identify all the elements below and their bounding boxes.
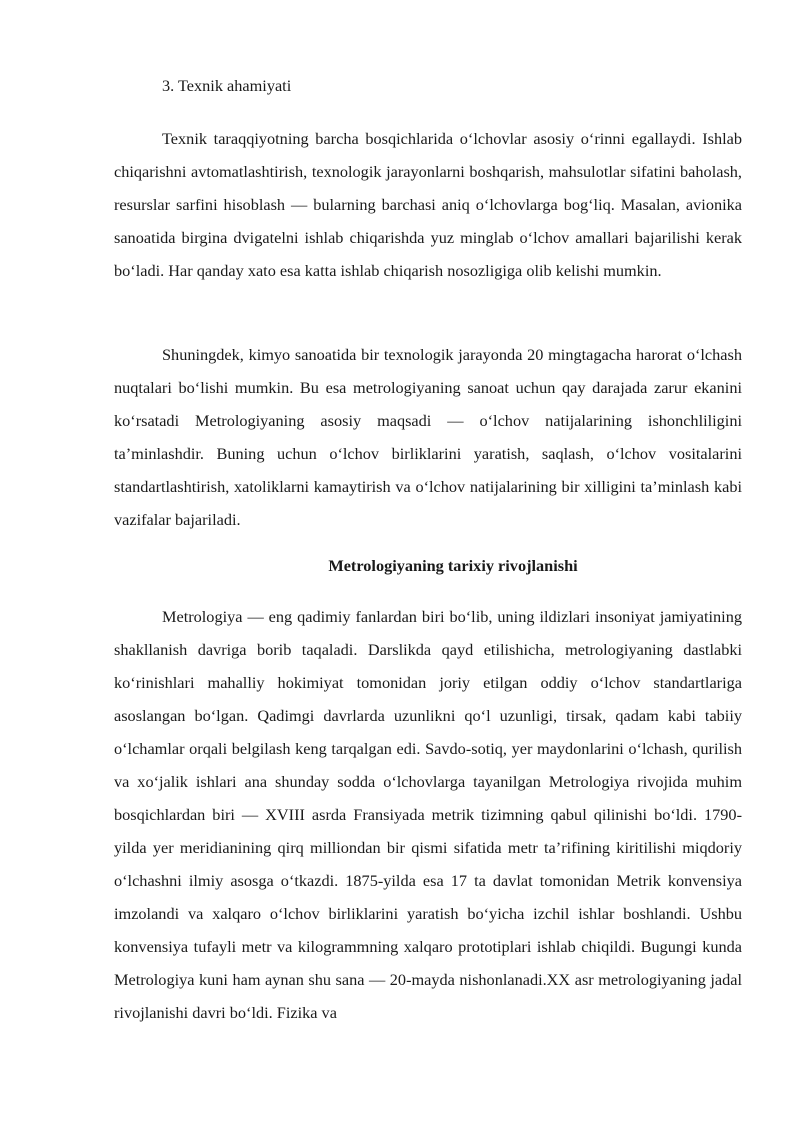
subheading: 3. Texnik ahamiyati [162,76,292,95]
section-title [114,556,742,576]
paragraph-metrology-goal: Shuningdek, kimyo sanoatida bir texnologik jarayonda 20 mingtagacha harorat o‘lchash nuqtalari bo‘lishi mumkin. Bu esa metrologiyaning sanoat uchun qay darajada zarur ekanini ko‘rsatadi Metrologiyaning asosiy maqsadi — o‘lchov natijalarining ishonchliligini ta’minlashdir. Buning uchun o‘lchov birliklarini yaratish, saqlash, o‘lchov vositalarini standartlashtirish, xatoliklarni kamaytirish va o‘lchov natijalarining bir xilligini ta’minlash kabi vazifalar bajariladi. [114,345,742,529]
paragraph-technical-importance: Texnik taraqqiyotning barcha bosqichlarida o‘lchovlar asosiy o‘rinni egallaydi. Ishlab chiqarishni avtomatlashtirish, texnologik jarayonlarni boshqarish, mahsulotlar sifatini baholash, resurslar sarfini hisoblash — bularning barchasi aniq o‘lchovlarga bog‘liq. Masalan, avionika sanoatida birgina dvigatelni ishlab chiqarishda yuz minglab o‘lchov amallari bajarilishi kerak bo‘ladi. Har qanday xato esa katta ishlab chiqarish nosozligiga olib kelishi mumkin. [114,129,742,280]
section-title-text: Metrologiyaning tarixiy rivojlanishi [328,556,578,575]
paragraph-history: Metrologiya — eng qadimiy fanlardan biri bo‘lib, uning ildizlari insoniyat jamiyatining shakllanish davriga borib taqaladi. Darslikda qayd etilishicha, metrologiyaning dastlabki ko‘rinishlari mahalliy hokimiyat tomonidan joriy etilgan oddiy o‘lchov standartlariga asoslangan bo‘lgan. Qadimgi davrlarda uzunlikni qo‘l uzunligi, tirsak, qadam kabi tabiiy o‘lchamlar orqali belgilash keng tarqalgan edi. Savdo-sotiq, yer maydonlarini o‘lchash, qurilish va xo‘jalik ishlari ana shunday sodda o‘lchovlarga tayanilgan Metrologiya rivojida muhim bosqichlardan biri — XVIII asrda Fransiyada metrik tizimning qabul qilinishi bo‘ldi. 1790-yilda yer meridianining qirq milliondan bir qismi sifatida metr ta’rifining kiritilishi miqdoriy o‘lchashni ilmiy asosga o‘tkazdi. 1875-yilda esa 17 ta davlat tomonidan Metrik konvensiya imzolandi va xalqaro o‘lchov birliklarini yaratish bo‘yicha izchil ishlar boshlandi. Ushbu konvensiya tufayli metr va kilogrammning xalqaro prototiplari ishlab chiqildi. Bugungi kunda Metrologiya kuni ham aynan shu sana — 20-mayda nishonlanadi.XX asr metrologiyaning jadal rivojlanishi davri bo‘ldi. Fizika va [114,607,742,1022]
